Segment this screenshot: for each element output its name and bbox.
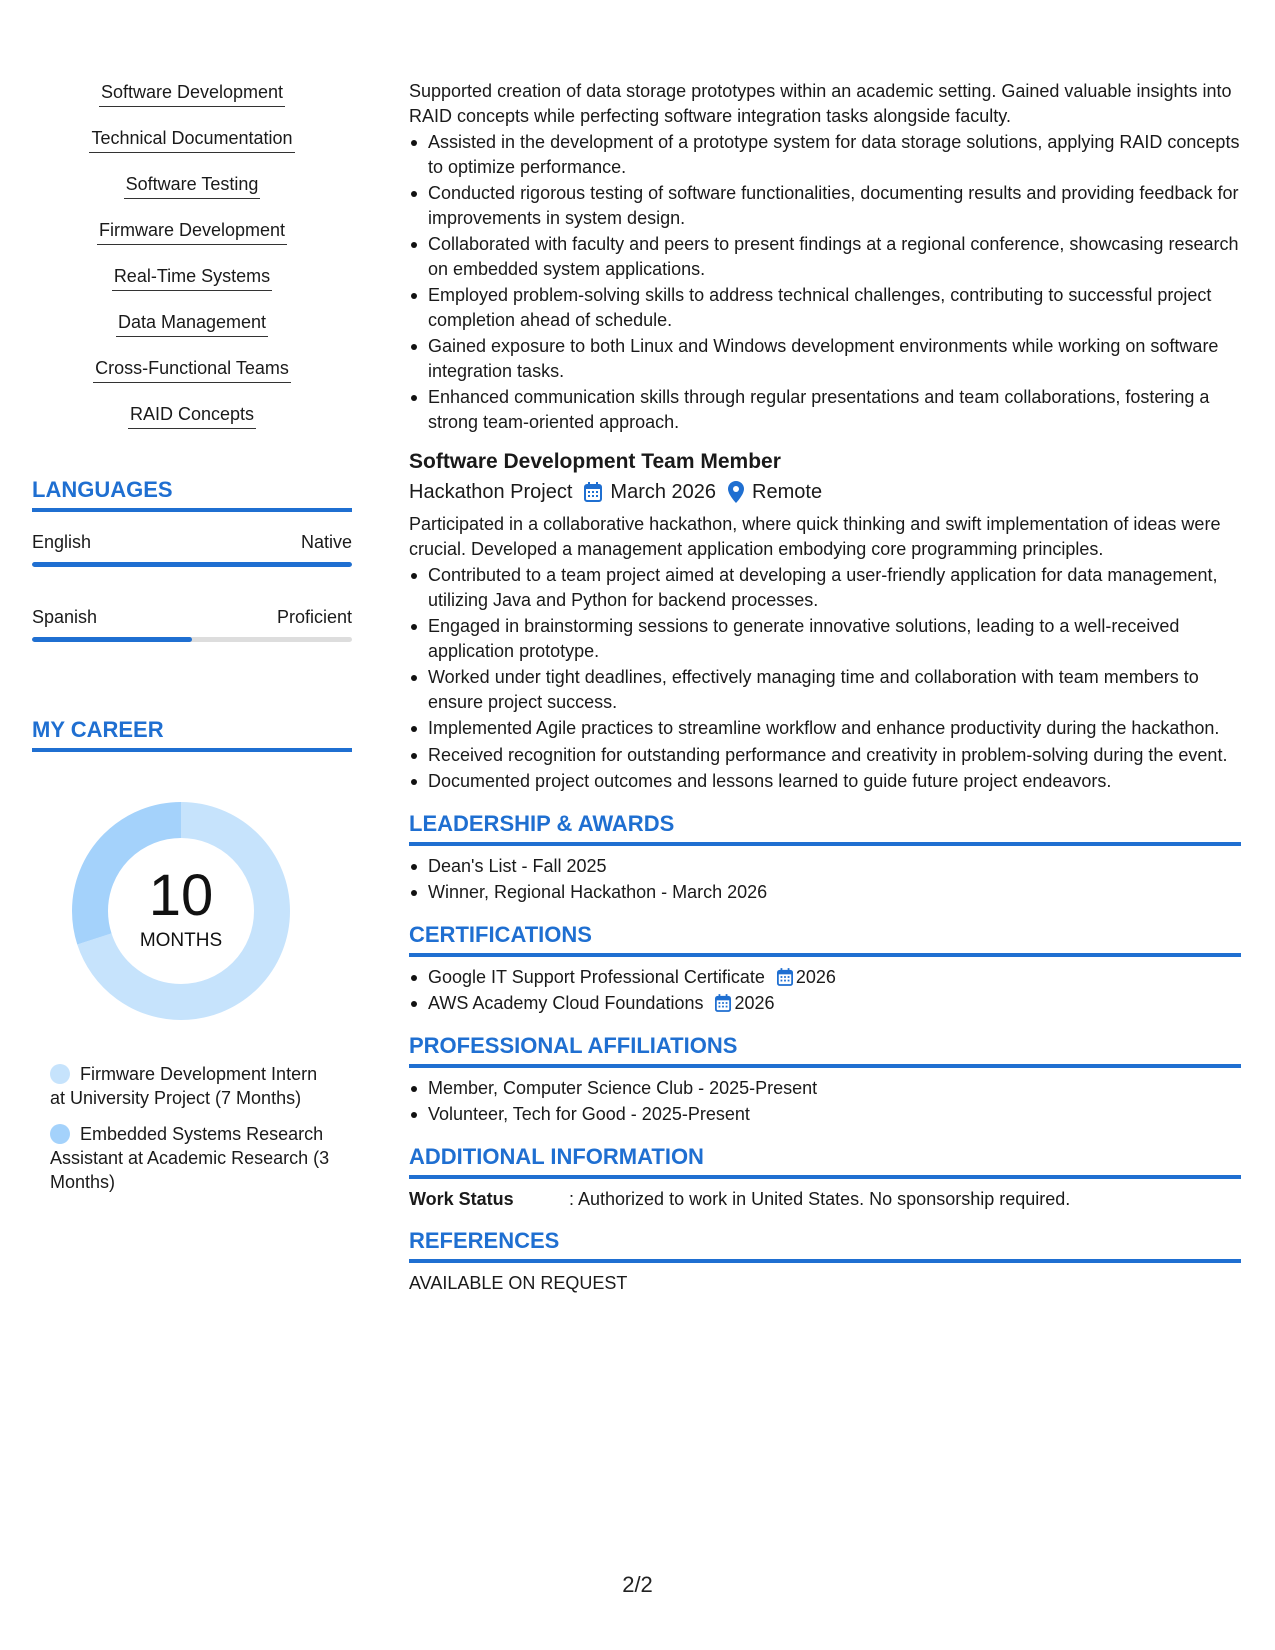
main-content [409,79,1241,1296]
bullet-item: Collaborated with faculty and peers to present findings at a regional conference, showcasing research on embedded system applications. [409,232,1241,281]
languages-section [32,476,352,642]
certification-name: AWS Academy Cloud Foundations [428,993,704,1013]
legend-label: Firmware Development Intern at University Project (7 Months) [50,1064,318,1108]
skill-item: Real-Time Systems [112,264,272,291]
calendar-icon [777,968,793,986]
career-legend [50,1062,330,1194]
bullet-item: Contributed to a team project aimed at developing a user-friendly application for data management, utilizing Java and Python for backend processes. [409,563,1241,612]
legend-item [50,1062,330,1110]
skills-list [32,80,352,448]
skill-item: Data Management [116,310,268,337]
skill-item: Technical Documentation [89,126,294,153]
job-title: Software Development Team Member [409,450,781,473]
career-section [32,716,352,1194]
language-name: Spanish [32,607,98,627]
bullet-item: Employed problem-solving skills to address technical challenges, contributing to successful project completion ahead of schedule. [409,283,1241,332]
award-item: Winner, Regional Hackathon - March 2026 [409,880,1241,905]
career-donut-chart [66,796,296,1026]
job-meta [409,478,1241,506]
awards-section [409,810,1241,905]
bullet-item: Gained exposure to both Linux and Windows development environments while working on software integration tasks. [409,334,1241,383]
sidebar [32,80,352,1206]
job-company: Hackathon Project [409,481,573,503]
page-number: 2/2 [622,1572,653,1597]
certification-name: Google IT Support Professional Certificate [428,966,765,987]
job-bullets [409,563,1241,794]
certifications-heading: CERTIFICATIONS [409,921,1241,957]
award-item: Dean's List - Fall 2025 [409,854,1241,879]
location-pin-icon [728,481,744,503]
job-location: Remote [752,481,823,503]
certification-year: 2026 [734,993,775,1013]
language-level: Native [300,532,352,552]
skill-item: RAID Concepts [128,402,256,429]
experience-bullets [409,130,1241,434]
additional-info-section [409,1143,1241,1212]
skill-item: Cross-Functional Teams [93,356,291,383]
bullet-item: Engaged in brainstorming sessions to generate innovative solutions, leading to a well-received application prototype. [409,614,1241,663]
experience-summary: Supported creation of data storage prototypes within an academic setting. Gained valuable insights into RAID concepts while perfecting software integration tasks alongside faculty. [409,81,1232,126]
calendar-icon [715,994,731,1012]
skill-item: Firmware Development [97,218,287,245]
legend-dot [50,1124,70,1144]
certification-item [409,965,1241,990]
job-summary: Participated in a collaborative hackathon, where quick thinking and swift implementation of ideas were crucial. Developed a management application embodying core programming principles. [409,514,1221,559]
language-level: Proficient [276,607,352,627]
info-row [409,1187,1241,1212]
skill-item: Software Testing [124,172,261,199]
legend-label: Embedded Systems Research Assistant at Academic Research (3 Months) [50,1124,330,1192]
legend-item [50,1122,330,1194]
bullet-item: Conducted rigorous testing of software functionalities, documenting results and providing feedback for improvements in system design. [409,181,1241,230]
languages-heading: LANGUAGES [32,476,352,512]
language-bar-fill [32,637,192,642]
awards-heading: LEADERSHIP & AWARDS [409,810,1241,846]
additional-info-heading: ADDITIONAL INFORMATION [409,1143,1241,1179]
bullet-item: Documented project outcomes and lessons learned to guide future project endeavors. [409,769,1241,794]
legend-dot [50,1064,70,1084]
affiliations-list [409,1076,1241,1127]
awards-list [409,854,1241,905]
job-date: March 2026 [610,481,717,503]
language-name: English [32,532,92,552]
references-text: AVAILABLE ON REQUEST [409,1273,628,1293]
bullet-item: Assisted in the development of a prototype system for data storage solutions, applying RAID concepts to optimize performance. [409,130,1241,179]
skill-item: Software Development [99,80,285,107]
affiliations-section [409,1032,1241,1127]
bullet-item: Implemented Agile practices to streamline workflow and enhance productivity during the hackathon. [409,716,1241,741]
info-value: : Authorized to work in United States. No sponsorship required. [569,1188,1071,1209]
language-item [32,605,352,642]
bullet-item: Enhanced communication skills through regular presentations and team collaborations, fostering a strong team-oriented approach. [409,385,1241,434]
certification-year: 2026 [795,966,836,987]
career-heading: MY CAREER [32,716,352,752]
references-section [409,1227,1241,1296]
certifications-section [409,921,1241,1016]
language-bar-fill [32,562,352,567]
certification-item [409,991,1241,1016]
bullet-item: Received recognition for outstanding performance and creativity in problem-solving during the event. [409,743,1241,768]
affiliations-heading: PROFESSIONAL AFFILIATIONS [409,1032,1241,1068]
career-total-unit: MONTHS [139,930,223,951]
language-bar [32,562,352,567]
info-key: Work Status [409,1188,514,1209]
references-heading: REFERENCES [409,1227,1241,1263]
bullet-item: Worked under tight deadlines, effectively managing time and collaboration with team members to ensure project success. [409,665,1241,714]
affiliation-item: Volunteer, Tech for Good - 2025-Present [409,1102,1241,1127]
affiliation-item: Member, Computer Science Club - 2025-Present [409,1076,1241,1101]
language-item [32,530,352,567]
language-bar [32,637,352,642]
calendar-icon [584,482,602,502]
career-total-value: 10 [148,863,214,928]
certifications-list [409,965,1241,1016]
